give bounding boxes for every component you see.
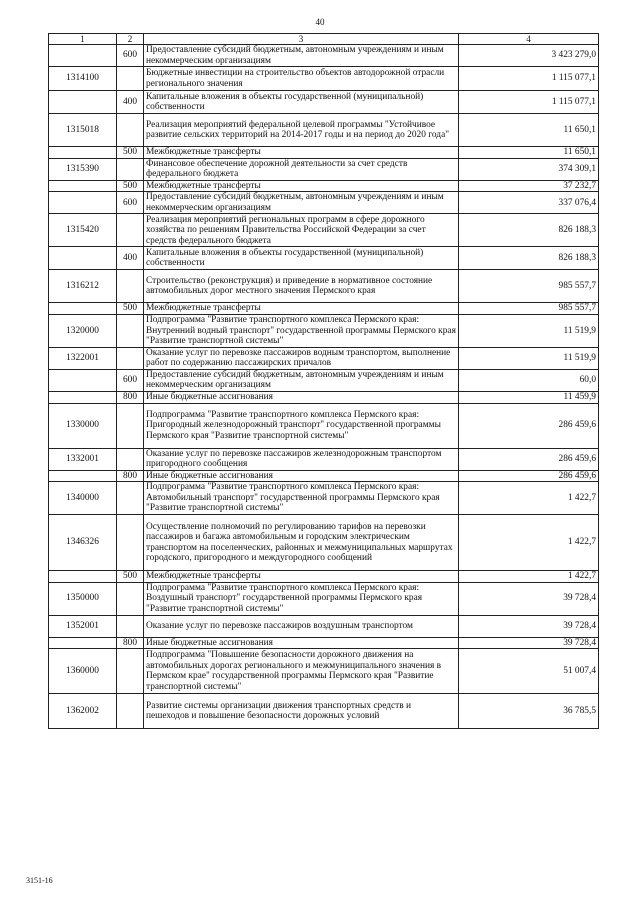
row-code: 1360000	[49, 649, 117, 694]
row-name: Строительство (реконструкция) и приведение в нормативное состояние автомобильных дорог местного значения Пермского края	[144, 270, 459, 303]
table-row	[49, 303, 599, 315]
table-row	[49, 247, 599, 270]
row-code	[49, 180, 117, 192]
row-amount: 985 557,7	[459, 270, 599, 303]
table-row	[49, 147, 599, 159]
row-expense-type: 500	[117, 180, 144, 192]
row-name: Подпрограмма "Развитие транспортного комплекса Пермского края: Пригородный железнодорожный транспорт" государственной программы Пермского края "Развитие транспортной системы"	[144, 403, 459, 448]
row-name: Межбюджетные трансферты	[144, 180, 459, 192]
table-row	[49, 694, 599, 729]
row-amount: 337 076,4	[459, 192, 599, 214]
row-name: Иные бюджетные ассигнования	[144, 391, 459, 403]
row-code: 1314100	[49, 67, 117, 91]
row-amount: 286 459,6	[459, 403, 599, 448]
row-expense-type: 800	[117, 391, 144, 403]
row-amount: 286 459,6	[459, 470, 599, 482]
table-row	[49, 45, 599, 67]
row-amount: 11 650,1	[459, 114, 599, 147]
table-row	[49, 347, 599, 369]
row-name: Финансовое обеспечение дорожной деятельности за счет средств федерального бюджета	[144, 158, 459, 180]
row-code	[49, 147, 117, 159]
row-expense-type	[117, 694, 144, 729]
row-amount: 39 728,4	[459, 637, 599, 649]
table-row	[49, 270, 599, 303]
row-expense-type	[117, 649, 144, 694]
header-col-1: 1	[49, 34, 117, 45]
row-expense-type	[117, 214, 144, 247]
row-code: 1322001	[49, 347, 117, 369]
row-expense-type: 500	[117, 303, 144, 315]
row-name: Капитальные вложения в объекты государственной (муниципальной) собственности	[144, 247, 459, 270]
row-expense-type: 600	[117, 369, 144, 391]
row-expense-type: 500	[117, 147, 144, 159]
table-row	[49, 91, 599, 114]
row-code: 1352001	[49, 615, 117, 637]
row-code: 1315390	[49, 158, 117, 180]
row-expense-type	[117, 515, 144, 571]
row-name: Подпрограмма "Развитие транспортного комплекса Пермского края: Внутренний водный транспорт" государственной программы Пермского края "Развитие транспортной системы"	[144, 314, 459, 347]
row-expense-type	[117, 615, 144, 637]
table-row	[49, 582, 599, 615]
row-expense-type	[117, 114, 144, 147]
row-expense-type: 600	[117, 192, 144, 214]
row-code	[49, 247, 117, 270]
row-amount: 286 459,6	[459, 448, 599, 470]
table-row	[49, 482, 599, 515]
table-row	[49, 314, 599, 347]
row-amount: 1 422,7	[459, 482, 599, 515]
row-amount: 11 519,9	[459, 314, 599, 347]
table-row	[49, 214, 599, 247]
table-row	[49, 515, 599, 571]
table-row	[49, 67, 599, 91]
row-expense-type	[117, 582, 144, 615]
row-name: Развитие системы организации движения транспортных средств и пешеходов и повышение безопасности дорожных условий	[144, 694, 459, 729]
table-row	[49, 369, 599, 391]
row-name: Оказание услуг по перевозке пассажиров водным транспортом, выполнение работ по содержанию пассажирских причалов	[144, 347, 459, 369]
row-expense-type	[117, 448, 144, 470]
row-expense-type: 400	[117, 247, 144, 270]
row-name: Подпрограмма "Развитие транспортного комплекса Пермского края: Воздушный транспорт" государственной программы Пермского края "Развитие транспортной системы"	[144, 582, 459, 615]
row-name: Иные бюджетные ассигнования	[144, 470, 459, 482]
table-row	[49, 114, 599, 147]
row-name: Подпрограмма "Повышение безопасности дорожного движения на автомобильных дорогах регионального и межмуниципального значения в Пермском крае" государственной программы Пермского края "Развитие транспортной системы"	[144, 649, 459, 694]
table-row	[49, 180, 599, 192]
row-code: 1340000	[49, 482, 117, 515]
row-expense-type	[117, 482, 144, 515]
row-amount: 11 519,9	[459, 347, 599, 369]
row-amount: 826 188,3	[459, 214, 599, 247]
row-name: Межбюджетные трансферты	[144, 147, 459, 159]
table-row	[49, 403, 599, 448]
row-name: Реализация мероприятий федеральной целевой программы "Устойчивое развитие сельских территорий на 2014-2017 годы и на период до 2020 года"	[144, 114, 459, 147]
row-name: Межбюджетные трансферты	[144, 571, 459, 583]
row-expense-type: 500	[117, 571, 144, 583]
table-row	[49, 448, 599, 470]
table-row	[49, 158, 599, 180]
row-amount: 39 728,4	[459, 615, 599, 637]
row-name: Оказание услуг по перевозке пассажиров железнодорожным транспортом пригородного сообщения	[144, 448, 459, 470]
row-expense-type	[117, 314, 144, 347]
row-code	[49, 303, 117, 315]
row-name: Межбюджетные трансферты	[144, 303, 459, 315]
row-name: Осуществление полномочий по регулированию тарифов на перевозки пассажиров и багажа автомобильным и городским электрическим транспортом на поселенческих, районных и межмуниципальных маршрутах городского, пригородного и междугородного сообщений	[144, 515, 459, 571]
row-name: Предоставление субсидий бюджетным, автономным учреждениям и иным некоммерческим организациям	[144, 45, 459, 67]
row-code: 1315420	[49, 214, 117, 247]
row-code: 1320000	[49, 314, 117, 347]
row-amount: 1 422,7	[459, 571, 599, 583]
row-code: 1330000	[49, 403, 117, 448]
footer-code: 3151-16	[26, 876, 53, 885]
table-row	[49, 571, 599, 583]
row-amount: 11 459,9	[459, 391, 599, 403]
row-amount: 374 309,1	[459, 158, 599, 180]
row-expense-type: 800	[117, 637, 144, 649]
table-row	[49, 192, 599, 214]
table-row	[49, 391, 599, 403]
row-expense-type	[117, 403, 144, 448]
row-amount: 985 557,7	[459, 303, 599, 315]
row-expense-type: 400	[117, 91, 144, 114]
row-amount: 37 232,7	[459, 180, 599, 192]
row-code: 1362002	[49, 694, 117, 729]
row-expense-type	[117, 347, 144, 369]
row-name: Оказание услуг по перевозке пассажиров воздушным транспортом	[144, 615, 459, 637]
table-row	[49, 615, 599, 637]
row-amount: 826 188,3	[459, 247, 599, 270]
header-col-2: 2	[117, 34, 144, 45]
budget-table	[48, 33, 599, 729]
header-row	[49, 34, 599, 45]
row-code: 1346326	[49, 515, 117, 571]
row-code	[49, 470, 117, 482]
row-code: 1350000	[49, 582, 117, 615]
page-number: 40	[315, 17, 325, 27]
row-amount: 1 115 077,1	[459, 91, 599, 114]
table-row	[49, 637, 599, 649]
row-code	[49, 192, 117, 214]
row-code: 1332001	[49, 448, 117, 470]
row-name: Реализация мероприятий региональных программ в сфере дорожного хозяйства по решениям Правительства Российской Федерации за счет средств федерального бюджета	[144, 214, 459, 247]
row-code	[49, 91, 117, 114]
row-amount: 1 115 077,1	[459, 67, 599, 91]
row-expense-type	[117, 67, 144, 91]
row-name: Предоставление субсидий бюджетным, автономным учреждениям и иным некоммерческим организациям	[144, 369, 459, 391]
header-col-4: 4	[459, 34, 599, 45]
row-expense-type: 600	[117, 45, 144, 67]
row-code	[49, 45, 117, 67]
row-amount: 1 422,7	[459, 515, 599, 571]
row-name: Капитальные вложения в объекты государственной (муниципальной) собственности	[144, 91, 459, 114]
row-name: Бюджетные инвестиции на строительство объектов автодорожной отрасли регионального значения	[144, 67, 459, 91]
row-code	[49, 571, 117, 583]
row-amount: 11 650,1	[459, 147, 599, 159]
row-code: 1315018	[49, 114, 117, 147]
row-expense-type	[117, 158, 144, 180]
row-code	[49, 369, 117, 391]
row-code: 1316212	[49, 270, 117, 303]
row-name: Иные бюджетные ассигнования	[144, 637, 459, 649]
row-amount: 36 785,5	[459, 694, 599, 729]
row-amount: 60,0	[459, 369, 599, 391]
row-amount: 51 007,4	[459, 649, 599, 694]
row-expense-type: 800	[117, 470, 144, 482]
row-expense-type	[117, 270, 144, 303]
row-amount: 3 423 279,0	[459, 45, 599, 67]
row-amount: 39 728,4	[459, 582, 599, 615]
row-name: Предоставление субсидий бюджетным, автономным учреждениям и иным некоммерческим организациям	[144, 192, 459, 214]
row-code	[49, 637, 117, 649]
table-row	[49, 470, 599, 482]
row-code	[49, 391, 117, 403]
row-name: Подпрограмма "Развитие транспортного комплекса Пермского края: Автомобильный транспорт" государственной программы Пермского края "Развитие транспортной системы"	[144, 482, 459, 515]
header-col-3: 3	[144, 34, 459, 45]
table-row	[49, 649, 599, 694]
